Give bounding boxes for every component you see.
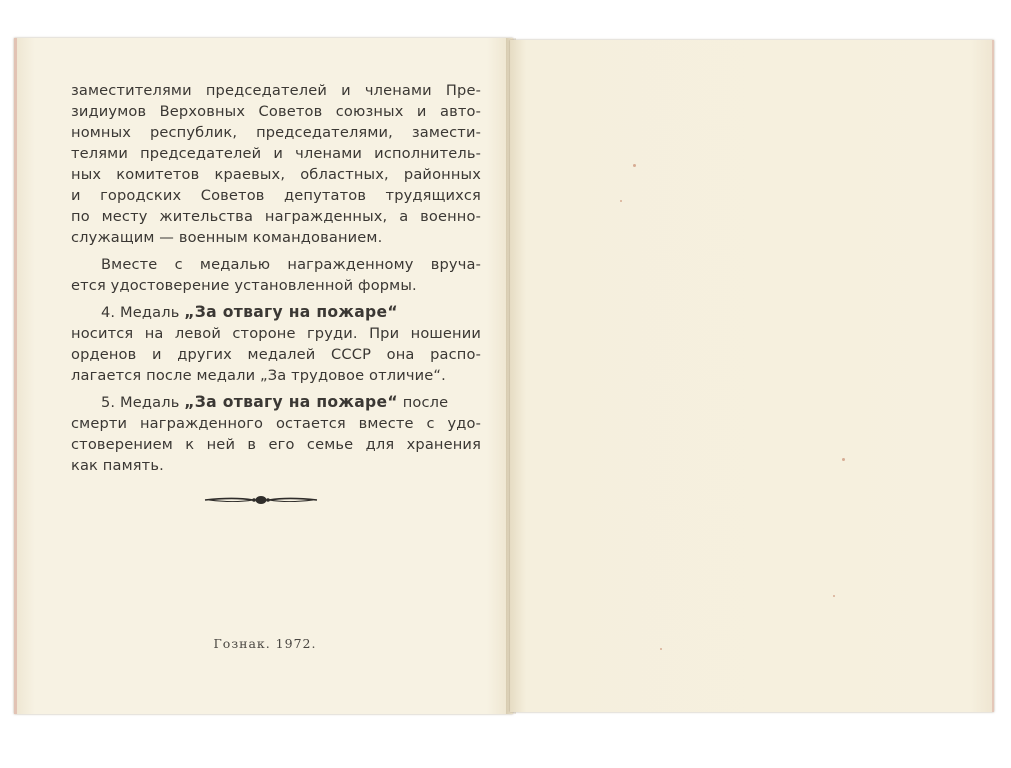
printer-imprint: Гознак. 1972. bbox=[213, 636, 317, 651]
item-4-heading-line bbox=[71, 302, 481, 323]
paper-spot bbox=[833, 595, 835, 597]
right-page bbox=[510, 40, 994, 712]
paragraph-awarding-authorities bbox=[71, 80, 481, 248]
text-line: зидиумов Верховных Советов союзных и авто- bbox=[71, 103, 481, 120]
text-line: номных республик, председателями, замести- bbox=[71, 124, 481, 141]
left-page-text bbox=[71, 80, 481, 482]
item-5-prefix: 5. Медаль bbox=[101, 394, 185, 411]
text-line: по месту жительства награжденных, а военно- bbox=[71, 208, 481, 225]
open-booklet bbox=[14, 38, 996, 714]
item-5-suffix: после bbox=[397, 394, 449, 411]
item-4-prefix: 4. Медаль bbox=[101, 304, 185, 321]
text-line: заместителями председателей и членами Пре- bbox=[71, 82, 481, 99]
medal-name: „За отвагу на пожаре“ bbox=[184, 303, 398, 321]
text-line: лагается после медали „За трудовое отличие“. bbox=[71, 367, 446, 384]
decorative-divider-icon bbox=[203, 493, 319, 507]
text-line: орденов и других медалей СССР она распо- bbox=[71, 346, 481, 363]
text-line: и городских Советов депутатов трудящихся bbox=[71, 187, 481, 204]
text-line: как память. bbox=[71, 457, 164, 474]
text-line: Вместе с медалью награжденному вруча- bbox=[101, 256, 481, 273]
text-line: стоверением к ней в его семье для хранения bbox=[71, 436, 481, 453]
text-line: ется удостоверение установленной формы. bbox=[71, 277, 417, 294]
paper-spot bbox=[633, 164, 636, 167]
paper-spot bbox=[660, 648, 662, 650]
paper-spot bbox=[842, 458, 845, 461]
paragraph-certificate bbox=[71, 254, 481, 296]
text-line: телями председателей и членами исполнитель- bbox=[71, 145, 481, 162]
item-5-heading-line bbox=[71, 392, 481, 413]
text-line: смерти награжденного остается вместе с удо- bbox=[71, 415, 481, 432]
text-line: носится на левой стороне груди. При ношении bbox=[71, 325, 481, 342]
paragraph-item-4 bbox=[71, 302, 481, 386]
left-page bbox=[14, 38, 513, 714]
text-line: служащим — военным командованием. bbox=[71, 229, 383, 246]
text-line: ных комитетов краевых, областных, районных bbox=[71, 166, 481, 183]
paper-spot bbox=[620, 200, 622, 202]
medal-name: „За отвагу на пожаре“ bbox=[184, 393, 398, 411]
paragraph-item-5 bbox=[71, 392, 481, 476]
